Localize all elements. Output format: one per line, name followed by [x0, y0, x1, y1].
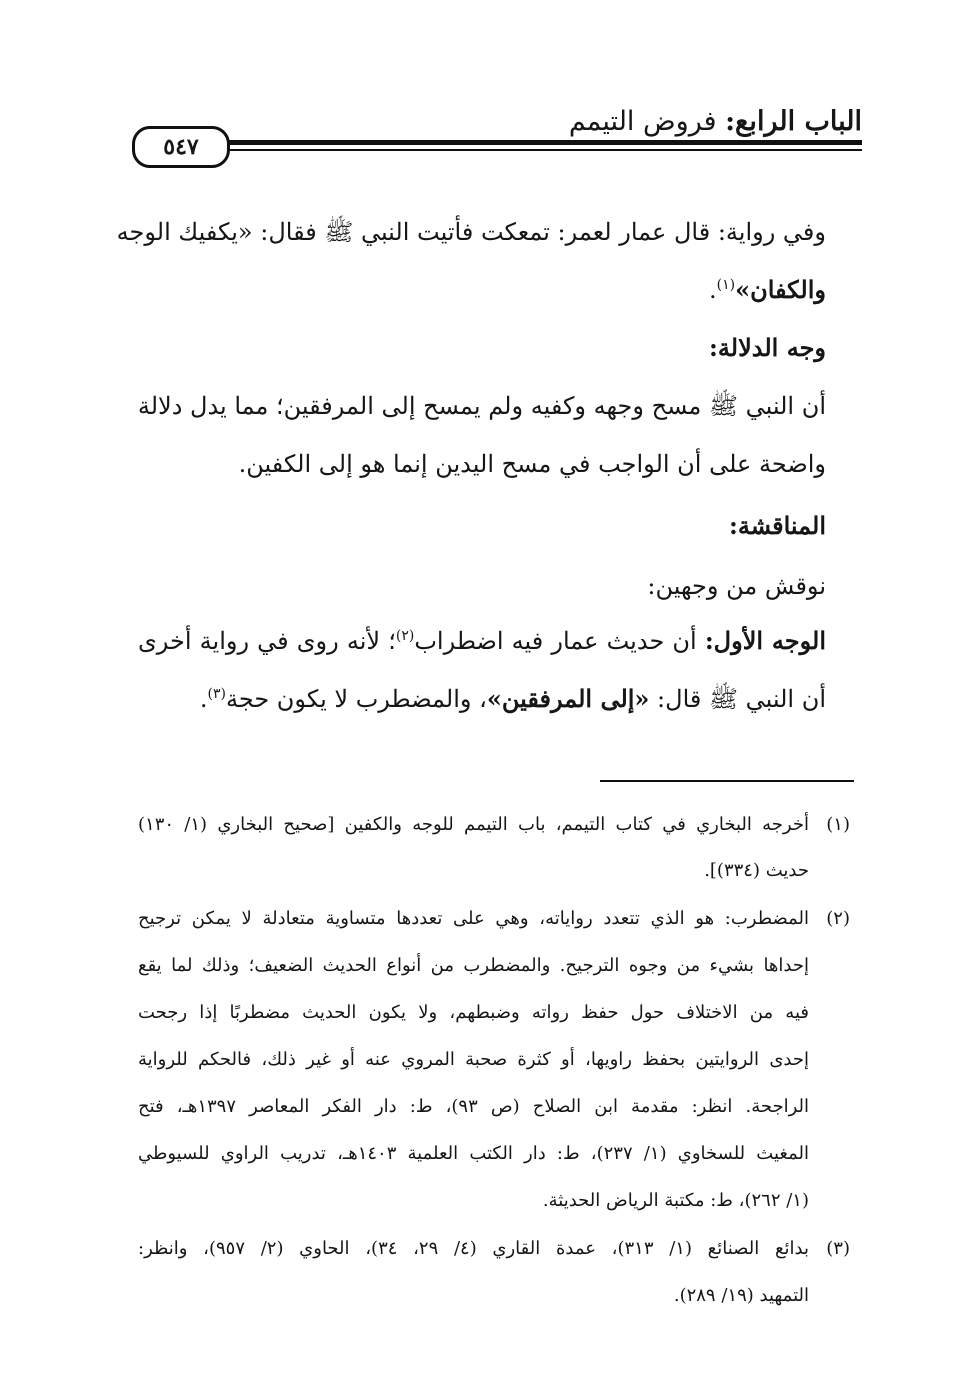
- footnote-line: [138, 810, 809, 840]
- section-heading: [138, 506, 826, 546]
- footnote-line: [138, 904, 809, 934]
- body-text: أن النبي ﷺ مسح وجهه وكفيه ولم يمسح إلى المرفقين؛ مما يدل دلالة: [137, 392, 826, 420]
- heading-text: وجه الدلالة:: [709, 333, 826, 362]
- footnote-line: [138, 1281, 809, 1311]
- body-text: ، والمضطرب لا يكون حجة: [225, 685, 487, 713]
- chapter-header-bold: الباب الرابع:: [725, 106, 862, 137]
- body-text: واضحة على أن الواجب في مسح اليدين إنما هو إلى الكفين.: [238, 450, 826, 478]
- footnote-line: [138, 1045, 809, 1075]
- footnote-text: فيه من الاختلاف حول حفظ رواته وضبطهم، ولا يكون الحديث مضطربًا إذا رجحت: [138, 1002, 809, 1023]
- body-line: [138, 566, 826, 606]
- footnote-line: [138, 998, 809, 1028]
- body-line: [138, 270, 826, 310]
- body-text: أن حديث عمار فيه اضطراب: [414, 627, 705, 655]
- footnote-text: التمهيد (١٩/ ٢٨٩).: [673, 1285, 809, 1306]
- footnote-ref: (٢): [395, 628, 415, 644]
- footnote-number: (١): [826, 814, 850, 835]
- section-heading: [138, 328, 826, 368]
- footnote-text: إحداها بشيء من وجوه الترجيح. والمضطرب من أنواع الحديث الضعيف؛ وذلك لما يقع: [138, 955, 809, 976]
- footnote-line: [138, 1092, 809, 1122]
- footnote-text: الراجحة. انظر: مقدمة ابن الصلاح (ص ٩٣)، ط: دار الفكر المعاصر ١٣٩٧هـ، فتح: [138, 1096, 810, 1117]
- footnote-separator: [600, 780, 854, 782]
- footnote-line: [138, 951, 809, 981]
- quote-text: والكفان»: [735, 275, 826, 304]
- footnote-text: المضطرب: هو الذي تتعدد رواياته، وهي على تعددها متساوية متعادلة لا يمكن ترجيح: [138, 908, 809, 929]
- body-text: .: [199, 685, 208, 713]
- chapter-header: [569, 106, 862, 137]
- label-text: الوجه الأول:: [704, 626, 826, 655]
- footnote-text: حديث (٣٣٤)].: [704, 860, 809, 881]
- body-text: .: [708, 276, 717, 304]
- header-rule-thin: [140, 149, 862, 151]
- chapter-header-topic: فروض التيمم: [568, 106, 726, 137]
- body-text: أن النبي ﷺ قال:: [649, 685, 826, 713]
- footnote-number: (٢): [826, 908, 850, 929]
- footnote-line: [138, 1186, 809, 1216]
- body-line: [116, 212, 826, 252]
- body-line: [138, 444, 826, 484]
- footnote-line: [138, 1234, 809, 1264]
- footnote-text: بدائع الصنائع (١/ ٣١٣)، عمدة القاري (٤/ ٢٩، ٣٤)، الحاوي (٢/ ٩٥٧)، وانظر:: [138, 1238, 810, 1259]
- page-number: ٥٤٧: [163, 134, 199, 160]
- body-line: [138, 679, 826, 719]
- body-text: نوقش من وجهين:: [647, 572, 826, 600]
- footnote-line: [138, 1139, 809, 1169]
- header-rule-thick: [140, 140, 862, 145]
- footnote-text: إحدى الروايتين بحفظ راويها، أو كثرة صحبة المروي عنه أو غير ذلك، فالحكم للرواية: [138, 1049, 809, 1070]
- body-text: ؛ لأنه روى في رواية أخرى: [138, 627, 396, 655]
- heading-text: المناقشة:: [728, 511, 826, 540]
- footnote-ref: (١): [716, 277, 736, 293]
- body-line: [138, 386, 826, 426]
- body-line: [138, 621, 826, 661]
- footnote-number: (٣): [826, 1238, 850, 1259]
- footnote-text: أخرجه البخاري في كتاب التيمم، باب التيمم للوجه والكفين [صحيح البخاري (١/ ١٣٠): [138, 814, 809, 835]
- footnote-ref: (٣): [207, 686, 226, 702]
- page-number-badge: [132, 126, 230, 168]
- footnote-text: المغيث للسخاوي (١/ ٢٣٧)، ط: دار الكتب العلمية ١٤٠٣هـ، تدريب الراوي للسيوطي: [138, 1143, 809, 1164]
- body-text: وفي رواية: قال عمار لعمر: تمعكت فأتيت النبي ﷺ فقال: «يكفيك الوجه: [116, 218, 826, 246]
- footnote-text: (١/ ٢٦٢)، ط: مكتبة الرياض الحديثة.: [542, 1190, 809, 1211]
- quote-text: «إلى المرفقين»: [486, 684, 650, 713]
- footnote-line: [138, 856, 809, 886]
